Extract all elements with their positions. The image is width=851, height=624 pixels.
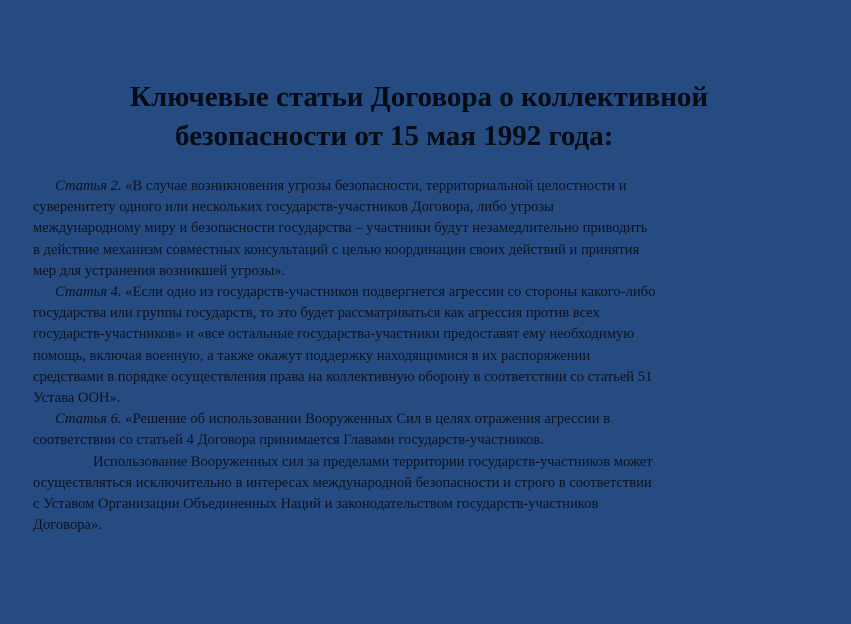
- article-6-text-2: соответствии со статьей 4 Договора принимается Главами государств-участников.: [33, 432, 544, 449]
- article-4-label: Статья 4.: [55, 284, 122, 301]
- article-6-line: [33, 409, 823, 430]
- article-4-text-1: «Если одно из государств-участников подвергнется агрессии со стороны какого-либо: [121, 284, 656, 301]
- article-2-text-4: в действие механизм совместных консультаций с целью координации своих действий и принятия: [33, 241, 640, 258]
- article-4-text-2: государства или группы государств, то это будет рассматриваться как агрессия против всех: [33, 305, 600, 322]
- slide-title: [130, 78, 790, 156]
- article-4-text-6: Устава ООН».: [33, 390, 121, 407]
- article-2-text-1: «В случае возникновения угрозы безопасности, территориальной целостности и: [121, 178, 627, 194]
- article-4-text-3: государств-участников» и «все остальные государства-участники предоставят ему необходимую: [33, 326, 635, 343]
- article-4-line: [33, 282, 823, 303]
- article-2-text-2: суверенитету одного или нескольких государств-участников Договора, либо угрозы: [33, 199, 554, 216]
- article-6-text-5: с Уставом Организации Объединенных Наций и законодательством государств-участников: [33, 496, 599, 513]
- article-2-label: Статья 2.: [55, 178, 122, 194]
- article-2-text-5: мер для устранения возникшей угрозы».: [33, 262, 286, 279]
- article-6-text-4: осуществляться исключительно в интересах международной безопасности и строго в соответствии: [33, 474, 652, 491]
- article-4-text-4: помощь, включая военную, а также окажут поддержку находящимися в их распоряжении: [33, 347, 591, 364]
- article-6-text-6: Договора».: [33, 517, 102, 534]
- title-line-1: Ключевые статьи Договора о коллективной: [130, 81, 709, 113]
- article-2-text-3: международному миру и безопасности государства – участники будут незамедлительно приводить: [33, 220, 648, 237]
- slide-body-text: [33, 176, 823, 536]
- article-6-label: Статья 6.: [55, 411, 122, 428]
- article-2-line: [33, 176, 823, 197]
- article-6-text-1: «Решение об использовании Вооруженных Сил в целях отражения агрессии в: [121, 411, 611, 428]
- title-line-2: безопасности от 15 мая 1992 года:: [175, 120, 614, 152]
- article-4-text-5: средствами в порядке осуществления права на коллективную оборону в соответствии со статьей 51: [33, 368, 653, 385]
- article-6-text-3: Использование Вооруженных сил за пределами территории государств-участников может: [93, 453, 653, 470]
